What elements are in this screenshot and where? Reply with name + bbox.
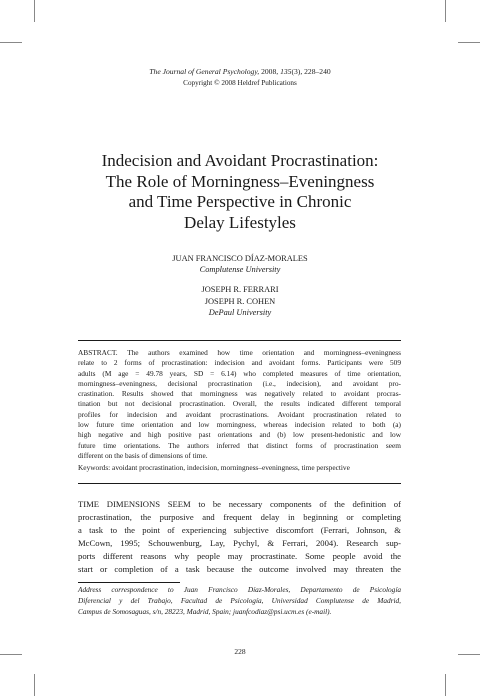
abstract-line: crastination. Results showed that morningness was negatively related to avoidant procras- [78,389,401,399]
crop-mark [445,674,446,696]
body-text [78,498,401,575]
page-number: 228 [234,647,246,656]
body-line: start or completion of a task because the outcome involved may threaten the [78,563,401,574]
abstract-line: future time orientations. The authors inferred that distinct forms of procrastination seem [78,440,401,450]
author-affiliation: DePaul University [208,307,272,317]
author-name: JUAN FRANCISCO DÍAZ-MORALES [172,254,308,263]
abstract-top-rule [78,340,401,341]
journal-citation [0,67,480,76]
title-line: Indecision and Avoidant Procrastination: [101,151,379,170]
body-line: ports different reasons why people may procrastinate. Some people avoid the [78,550,401,561]
abstract-line: profiles for indecision and avoidant procrastinations. Avoidant procrastination related to [78,409,401,419]
journal-issue-pages: (3), 228–240 [291,67,331,76]
abstract-line: ABSTRACT. The authors examined how time orientation and morningness–eveningness [78,348,401,357]
body-line: a task to the point of experiencing subjective discomfort (Ferrari, Johnson, & [78,524,401,535]
abstract-line: different on the basis of dimensions of time. [78,450,208,460]
author-block [0,253,480,318]
body-line: TIME DIMENSIONS SEEM to be necessary components of the definition of [78,499,401,509]
body-line: procrastination, the purposive and frequent delay in beginning or completing [78,511,401,522]
abstract [78,348,401,461]
crop-mark [34,0,35,22]
footnote-rule [78,582,180,583]
title-line: Delay Lifestyles [184,212,296,232]
abstract-line: tination but not decisional procrastination. Overall, the results indicated different temporal [78,399,401,409]
title-line: The Role of Morningness–Eveningness [105,171,375,191]
title-line: and Time Perspective in Chronic [128,192,352,211]
abstract-line: high negative and high positive past orientations and (b) low present-hedonistic and low [78,430,401,440]
correspondence-footnote [78,585,401,617]
author-name: JOSEPH R. FERRARI [201,285,279,295]
copyright-line: Copyright © 2008 Heldref Publications [183,79,297,87]
journal-volume: 135 [280,67,292,76]
journal-name: The Journal of General Psychology, [149,67,260,76]
abstract-line: adults (M age = 49.78 years, SD = 6.14) who completed measures of time orientation, [78,368,401,378]
body-line: McCown, 1995; Schouwenburg, Lay, Pychyl, & Ferrari, 2004). Research sup- [78,537,401,548]
article-title [60,151,420,233]
journal-year: 2008, [259,67,281,76]
footnote-line: Campus de Somosaguas, s/n, 28223, Madrid, Spain; juanfcodiaz@psi.ucm.es (e-mail). [78,606,332,616]
author-affiliation: Complutense University [199,265,281,275]
abstract-line: relate to 2 forms of procrastination: indecision and avoidant forms. Participants were 509 [78,358,401,368]
abstract-line: low future time orientation and low morningness, whereas indecision related to both (a) [78,420,401,430]
crop-mark [445,0,446,22]
crop-mark [34,674,35,696]
author-name: JOSEPH R. COHEN [204,296,276,306]
abstract-bottom-rule [78,483,401,484]
crop-mark [458,42,480,43]
footnote-line: Diferencial y del Trabajo, Facultad de Psicología, Universidad Complutense de Madrid, [78,595,401,605]
footnote-line: Address correspondence to Juan Francisco Díaz-Morales, Departamento de Psicología [78,585,401,594]
abstract-line: morningness–eveningness, decisional procrastination (i.e., indecision), and avoidant pro- [78,378,401,388]
crop-mark [0,42,22,43]
keywords: Keywords: avoidant procrastination, indecision, morningness–eveningness, time perspective [78,463,350,472]
